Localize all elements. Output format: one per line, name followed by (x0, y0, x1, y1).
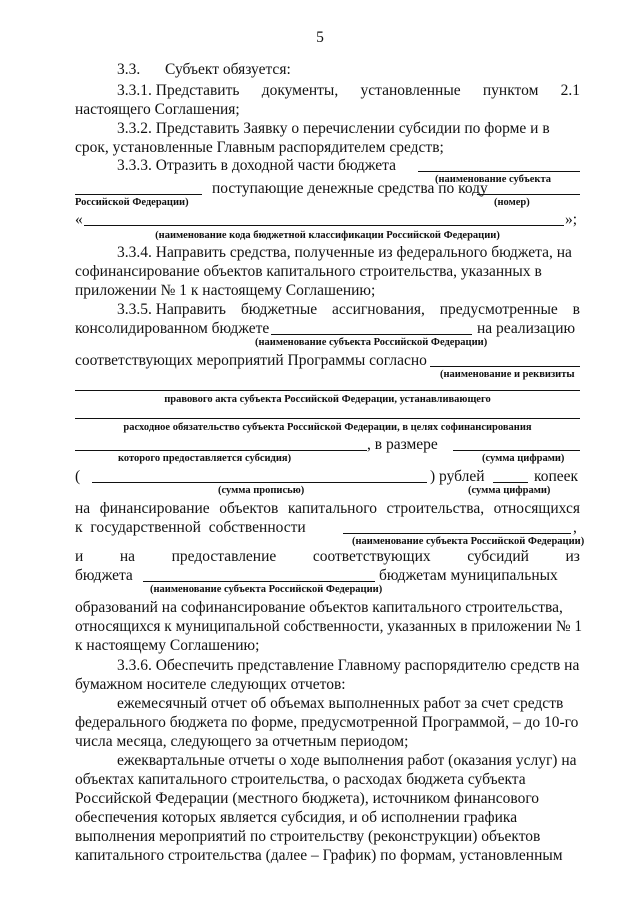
note-russian-federation: Российской Федерации) (75, 197, 189, 208)
blank-line (418, 171, 580, 172)
quote-close: »; (565, 211, 578, 228)
municipal-line-3: к настоящему Соглашению; (75, 637, 260, 654)
note-legal-act: правового акта субъекта Российской Федерации, устанавливающего (164, 394, 491, 405)
blank-line (75, 194, 202, 195)
municipal-line-2: относящихся к муниципальной собственности, указанных в приложении № 1 (75, 618, 583, 635)
note-sum-words: (сумма прописью) (218, 485, 305, 496)
section-3-3-6-line1: 3.3.6. Обеспечить представление Главному распорядителю средств на (117, 657, 580, 674)
budget-label: бюджета (75, 567, 133, 584)
note-subject-rf-2: (наименование субъекта Российской Федерации) (352, 536, 585, 547)
rubles-label: ) рублей (430, 468, 485, 485)
note-sum-digits-2: (сумма цифрами) (468, 485, 551, 496)
note-number: (номер) (494, 197, 530, 208)
section-3-3-4-line3: приложении № 1 к настоящему Соглашению; (75, 282, 376, 299)
word: пунктом (482, 82, 539, 99)
section-3-3-3-line2: поступающие денежные средства по коду (212, 180, 488, 197)
note-name-details: (наименование и реквизиты (440, 369, 575, 380)
word: 2.1 (560, 82, 580, 99)
word: бюджетные (240, 301, 318, 318)
word: в (572, 301, 580, 318)
note-subsidy: которого предоставляется субсидия) (118, 453, 292, 464)
monthly-report-line1: ежемесячный отчет об объемах выполненных работ за счет средств (117, 695, 564, 712)
quarterly-report-line4: обеспечения которых является субсидия, и об исполнении графика (75, 809, 518, 826)
section-3-3-5-line1 (117, 301, 580, 319)
quarterly-report-line3: Российской Федерации (местного бюджета), источником финансового (75, 790, 540, 807)
word: предоставление (171, 548, 277, 565)
word: предусмотренные (439, 301, 558, 318)
note-budget-code: (наименование кода бюджетной классификации Российской Федерации) (155, 230, 500, 241)
blank-line (493, 482, 528, 483)
note-subject-rf-3: (наименование субъекта Российской Федерации) (150, 584, 383, 595)
section-3-3-4-line1: 3.3.4. Направить средства, полученные из федерального бюджета, на (117, 244, 572, 261)
word: объектов (219, 500, 279, 517)
financing-line (75, 500, 580, 518)
section-3-3-text: Субъект обязуется: (165, 61, 291, 78)
blank-line (75, 450, 367, 451)
blank-line (271, 334, 472, 335)
blank-line (343, 533, 571, 534)
comma: , (573, 519, 577, 536)
section-3-3-number: 3.3. (117, 61, 141, 78)
monthly-report-line3: числа месяца, следующего за отчетным периодом; (75, 733, 409, 750)
word: на (75, 500, 91, 517)
note-sum-digits: (сумма цифрами) (482, 453, 565, 464)
blank-line (453, 450, 580, 451)
blank-line (92, 482, 427, 483)
section-3-3-4-line2: софинансирование объектов капитального строительства, указанных в (75, 263, 542, 280)
word: и (75, 548, 84, 565)
note-subject-name: (наименование субъекта (435, 174, 551, 185)
quarterly-report-line6: капитального строительства (далее – График) по формам, установленным (75, 847, 563, 864)
section-3-3-2-line2: срок, установленные Главным распорядителем средств; (75, 139, 444, 156)
word: относящихся (493, 500, 580, 517)
word: субсидий (467, 548, 529, 565)
size-label: , в размере (367, 436, 438, 453)
municipal-budgets-label: бюджетам муниципальных (379, 567, 558, 584)
quarterly-report-line1: ежеквартальные отчеты о ходе выполнения работ (оказания услуг) на (117, 752, 577, 769)
word: документы, (261, 82, 339, 99)
page-number: 5 (316, 29, 324, 46)
blank-line (75, 390, 580, 391)
word: строительства, (386, 500, 485, 517)
quarterly-report-line5: выполнения мероприятий по строительству (реконструкции) объектов (75, 828, 541, 845)
word: соответствующих (312, 548, 431, 565)
blank-line (75, 418, 580, 419)
kopecks-label: копеек (534, 468, 579, 485)
monthly-report-line2: федерального бюджета по форме, предусмотренной Программой, – до 10-го (75, 714, 579, 731)
blank-line (143, 581, 375, 582)
municipal-line-1: образований на софинансирование объектов капитального строительства, (75, 599, 563, 616)
word: 3.3.1. Представить (117, 82, 240, 99)
state-property-line: к государственной собственности (75, 519, 306, 536)
word: финансирование (99, 500, 210, 517)
section-3-3-5-line2-end: на реализацию (477, 320, 576, 337)
word: из (565, 548, 580, 565)
blank-line (477, 194, 580, 195)
quarterly-report-line2: объектах капитального строительства, о расходах бюджета субъекта (75, 771, 526, 788)
note-subject-rf: (наименование субъекта Российской Федерации) (255, 337, 488, 348)
section-3-3-1-line2: настоящего Соглашения; (75, 101, 240, 118)
quote-open: « (75, 211, 83, 228)
word: на (119, 548, 136, 565)
section-3-3-3-line1: 3.3.3. Отразить в доходной части бюджета (117, 157, 396, 174)
blank-line (84, 225, 564, 226)
paren-open: ( (75, 468, 81, 485)
word: установленные (360, 82, 461, 99)
section-3-3-5-line2-start: консолидированном бюджете (75, 320, 270, 337)
section-3-3-1-line1 (117, 82, 580, 100)
section-3-3-5-line3: соответствующих мероприятий Программы согласно (75, 352, 427, 369)
note-obligation: расходное обязательство субъекта Российской Федерации, в целях софинансирования (123, 422, 532, 433)
section-3-3-2-line1: 3.3.2. Представить Заявку о перечислении субсидии по форме и в (117, 120, 550, 137)
provision-line (75, 548, 580, 566)
section-3-3-6-line2: бумажном носителе следующих отчетов: (75, 676, 346, 693)
blank-line (430, 366, 580, 367)
word: капитального (287, 500, 377, 517)
word: 3.3.5. Направить (117, 301, 226, 318)
word: ассигнования, (331, 301, 425, 318)
